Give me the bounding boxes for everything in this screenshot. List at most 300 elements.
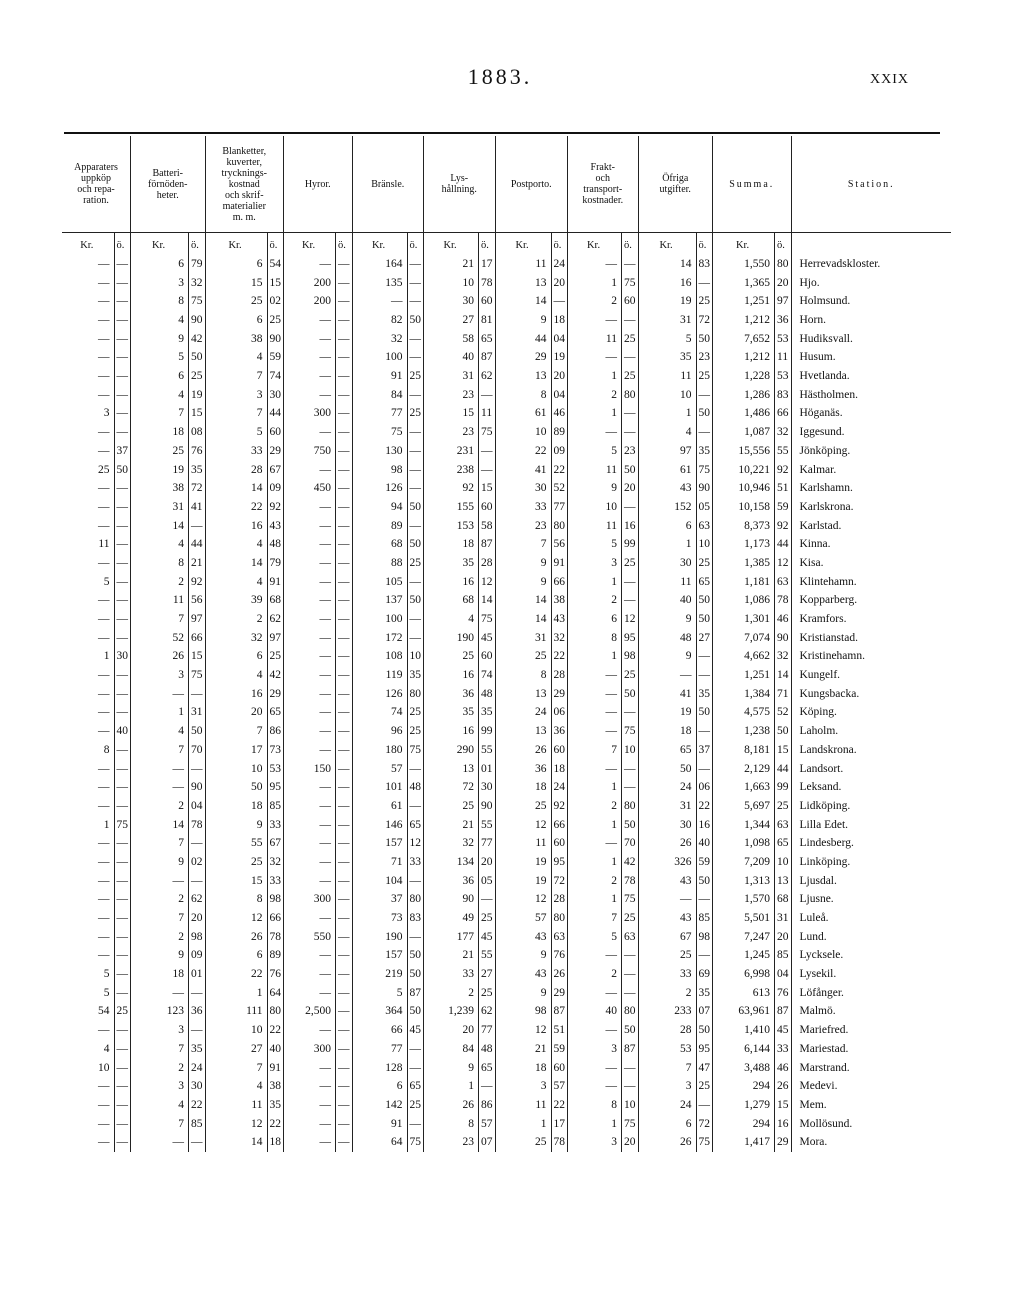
frakt-ore-cell: 60 xyxy=(622,292,639,311)
blanketter-ore-cell: 80 xyxy=(267,1003,284,1022)
summa-ore-cell: 46 xyxy=(775,610,792,629)
bransle-ore-cell: 33 xyxy=(407,853,424,872)
apparater-kr-cell: 1 xyxy=(103,650,110,663)
lyshallning-kr-cell: 13 xyxy=(462,762,474,775)
blanketter-kr-cell: 3 xyxy=(256,388,263,401)
postporto-ore-cell: 80 xyxy=(551,517,568,536)
summa-kr-cell: 15,556 xyxy=(738,444,770,457)
batteri-kr-cell: 5 xyxy=(178,351,184,364)
frakt-ore-cell: 75 xyxy=(622,274,639,293)
blanketter-ore-cell: 92 xyxy=(267,498,284,517)
hyror-kr-cell: — xyxy=(319,986,331,999)
bransle-ore-cell: 65 xyxy=(407,816,424,835)
ofriga-ore-cell: 50 xyxy=(696,1021,713,1040)
ofriga-kr-cell: 19 xyxy=(680,706,692,719)
blanketter-ore-cell: 95 xyxy=(267,778,284,797)
table-row xyxy=(62,535,951,554)
bransle-ore-cell: 75 xyxy=(407,741,424,760)
batteri-kr-cell: — xyxy=(172,1136,184,1149)
blanketter-kr-cell: 33 xyxy=(251,444,263,457)
summa-kr-cell: 1,286 xyxy=(744,388,770,401)
ofriga-ore-cell: 25 xyxy=(696,1077,713,1096)
postporto-kr-cell: 13 xyxy=(535,687,547,700)
unit-kr: Kr. xyxy=(301,240,316,251)
frakt-kr-cell: 5 xyxy=(611,538,617,551)
hyror-kr-cell: — xyxy=(319,1061,331,1074)
apparater-ore-cell: — xyxy=(114,1133,131,1152)
ofriga-ore-cell: 23 xyxy=(696,348,713,367)
blanketter-kr-cell: 18 xyxy=(251,799,263,812)
bransle-ore-cell: — xyxy=(407,797,424,816)
apparater-ore-cell: — xyxy=(114,498,131,517)
apparater-kr-cell: — xyxy=(98,855,110,868)
ofriga-kr-cell: 326 xyxy=(674,855,692,868)
ofriga-ore-cell: 98 xyxy=(696,928,713,947)
bransle-kr-cell: 77 xyxy=(391,1042,403,1055)
frakt-ore-cell: — xyxy=(622,984,639,1003)
lyshallning-ore-cell: 25 xyxy=(479,909,496,928)
summa-ore-cell: 80 xyxy=(775,255,792,274)
lyshallning-ore-cell: — xyxy=(479,461,496,480)
blanketter-kr-cell: 4 xyxy=(256,538,263,551)
hyror-ore-cell: — xyxy=(336,1133,353,1152)
bransle-ore-cell: 25 xyxy=(407,367,424,386)
lyshallning-ore-cell: 05 xyxy=(479,872,496,891)
apparater-kr-cell: — xyxy=(98,500,110,513)
lyshallning-ore-cell: 58 xyxy=(479,517,496,536)
bransle-ore-cell: — xyxy=(407,442,424,461)
ofriga-kr-cell: 61 xyxy=(680,463,692,476)
lyshallning-ore-cell: 14 xyxy=(479,591,496,610)
frakt-kr-cell: 11 xyxy=(605,519,617,532)
lyshallning-ore-cell: 60 xyxy=(479,647,496,666)
summa-kr-cell: 1,228 xyxy=(744,370,770,383)
ofriga-kr-cell: 1 xyxy=(685,538,692,551)
frakt-ore-cell: 98 xyxy=(622,647,639,666)
apparater-ore-cell: — xyxy=(114,965,131,984)
batteri-ore-cell: 15 xyxy=(189,405,206,424)
summa-kr-cell: 1,279 xyxy=(744,1098,770,1111)
postporto-ore-cell: 60 xyxy=(551,1059,568,1078)
hyror-ore-cell: — xyxy=(336,890,353,909)
station-name: Kristinehamn. xyxy=(799,650,865,663)
unit-ore: ö. xyxy=(622,233,639,256)
lyshallning-ore-cell: — xyxy=(479,1077,496,1096)
hyror-ore-cell: — xyxy=(336,517,353,536)
ofriga-kr-cell: 18 xyxy=(680,725,692,738)
station-name: Löfånger. xyxy=(799,986,844,999)
bransle-ore-cell: — xyxy=(407,292,424,311)
ofriga-kr-cell: 6 xyxy=(685,519,692,532)
bransle-ore-cell: — xyxy=(407,461,424,480)
summa-kr-cell: 1,384 xyxy=(744,687,770,700)
batteri-ore-cell: 76 xyxy=(189,442,206,461)
station-name: Mariestad. xyxy=(799,1042,849,1055)
hyror-ore-cell: — xyxy=(336,274,353,293)
lyshallning-kr-cell: 31 xyxy=(462,370,474,383)
station-name: Kopparberg. xyxy=(799,594,858,607)
batteri-ore-cell: 04 xyxy=(189,797,206,816)
blanketter-kr-cell: 22 xyxy=(251,968,263,981)
postporto-ore-cell: 63 xyxy=(551,928,568,947)
unit-ore: ö. xyxy=(336,233,353,256)
batteri-ore-cell: 50 xyxy=(189,348,206,367)
postporto-kr-cell: 33 xyxy=(535,500,547,513)
hyror-kr-cell: — xyxy=(319,1098,331,1111)
blanketter-ore-cell: 25 xyxy=(267,311,284,330)
apparater-ore-cell: — xyxy=(114,330,131,349)
ofriga-kr-cell: 24 xyxy=(680,781,692,794)
hyror-kr-cell: — xyxy=(319,538,331,551)
bransle-kr-cell: 96 xyxy=(391,725,403,738)
postporto-ore-cell: 52 xyxy=(551,479,568,498)
hyror-kr-cell: — xyxy=(319,257,331,270)
blanketter-ore-cell: 09 xyxy=(267,479,284,498)
ofriga-ore-cell: — xyxy=(696,890,713,909)
blanketter-ore-cell: 66 xyxy=(267,909,284,928)
summa-ore-cell: 63 xyxy=(775,816,792,835)
bransle-ore-cell: 48 xyxy=(407,778,424,797)
frakt-kr-cell: 1 xyxy=(611,893,617,906)
table-row xyxy=(62,853,951,872)
summa-kr-cell: 7,652 xyxy=(744,332,770,345)
hyror-kr-cell: — xyxy=(319,781,331,794)
unit-kr: Kr. xyxy=(659,240,673,251)
summa-kr-cell: 8,181 xyxy=(744,743,770,756)
batteri-ore-cell: — xyxy=(189,685,206,704)
apparater-kr-cell: — xyxy=(98,725,110,738)
batteri-ore-cell: — xyxy=(189,1021,206,1040)
hyror-ore-cell: — xyxy=(336,461,353,480)
hyror-kr-cell: — xyxy=(319,818,331,831)
table-row xyxy=(62,1133,951,1152)
table-row xyxy=(62,704,951,723)
bransle-kr-cell: 128 xyxy=(385,1061,403,1074)
frakt-ore-cell: 20 xyxy=(622,479,639,498)
frakt-kr-cell: — xyxy=(605,706,617,719)
frakt-kr-cell: — xyxy=(605,351,617,364)
batteri-ore-cell: 01 xyxy=(189,965,206,984)
apparater-kr-cell: — xyxy=(98,388,110,401)
frakt-kr-cell: — xyxy=(605,1024,617,1037)
station-name: Kungsbacka. xyxy=(799,687,860,700)
batteri-kr-cell: 7 xyxy=(178,912,184,924)
bransle-kr-cell: 137 xyxy=(385,594,403,607)
frakt-kr-cell: 1 xyxy=(611,575,617,588)
station-name: Lindesberg. xyxy=(799,837,854,850)
apparater-kr-cell: — xyxy=(98,837,110,850)
table-row xyxy=(62,517,951,536)
frakt-ore-cell: — xyxy=(622,348,639,367)
station-name: Ljusne. xyxy=(799,893,834,906)
bransle-kr-cell: 32 xyxy=(391,332,403,345)
postporto-ore-cell: 60 xyxy=(551,834,568,853)
blanketter-kr-cell: 38 xyxy=(251,332,263,345)
hyror-kr-cell: — xyxy=(319,706,331,719)
lyshallning-kr-cell: 16 xyxy=(462,575,474,588)
table-row xyxy=(62,573,951,592)
ofriga-kr-cell: 30 xyxy=(680,556,692,569)
apparater-ore-cell: — xyxy=(114,629,131,648)
station-name: Karlstad. xyxy=(799,519,842,532)
summa-ore-cell: 20 xyxy=(775,928,792,947)
bransle-ore-cell: — xyxy=(407,610,424,629)
station-name: Hudiksvall. xyxy=(799,332,853,345)
bransle-ore-cell: — xyxy=(407,348,424,367)
bransle-kr-cell: 172 xyxy=(385,631,403,644)
header-postporto xyxy=(495,136,568,233)
apparater-kr-cell: — xyxy=(98,351,110,364)
hyror-kr-cell: — xyxy=(319,613,331,625)
unit-ore: ö. xyxy=(189,233,206,256)
summa-kr-cell: 294 xyxy=(752,1117,770,1130)
postporto-ore-cell: 38 xyxy=(551,591,568,610)
hyror-kr-cell: — xyxy=(319,314,331,326)
lyshallning-ore-cell: 12 xyxy=(479,573,496,592)
header-line: Station. xyxy=(847,178,895,190)
batteri-ore-cell: — xyxy=(189,1133,206,1152)
station-name: Marstrand. xyxy=(799,1061,850,1074)
postporto-kr-cell: 13 xyxy=(535,725,547,738)
ofriga-ore-cell: 75 xyxy=(696,1133,713,1152)
station-name: Husum. xyxy=(799,351,836,364)
summa-ore-cell: 12 xyxy=(775,554,792,573)
table-row xyxy=(62,591,951,610)
frakt-ore-cell: 50 xyxy=(622,685,639,704)
batteri-kr-cell: 7 xyxy=(178,1117,184,1130)
batteri-kr-cell: 4 xyxy=(178,725,184,738)
ofriga-ore-cell: 10 xyxy=(696,535,713,554)
blanketter-ore-cell: 64 xyxy=(267,984,284,1003)
summa-kr-cell: 1,245 xyxy=(744,949,770,962)
table-row xyxy=(62,311,951,330)
unit-kr: Kr. xyxy=(151,240,166,251)
station-name: Kramfors. xyxy=(799,613,847,625)
bransle-kr-cell: 84 xyxy=(391,388,403,401)
summa-ore-cell: 32 xyxy=(775,423,792,442)
postporto-kr-cell: 12 xyxy=(535,893,547,906)
frakt-ore-cell: — xyxy=(622,704,639,723)
lyshallning-kr-cell: 1,239 xyxy=(448,1005,474,1018)
hyror-kr-cell: — xyxy=(319,594,331,607)
summa-ore-cell: 92 xyxy=(775,461,792,480)
summa-ore-cell: 20 xyxy=(775,274,792,293)
blanketter-ore-cell: 40 xyxy=(267,1040,284,1059)
postporto-kr-cell: 12 xyxy=(535,1024,547,1037)
lyshallning-ore-cell: 77 xyxy=(479,1021,496,1040)
ofriga-ore-cell: 35 xyxy=(696,442,713,461)
apparater-ore-cell: 75 xyxy=(114,816,131,835)
header-line: och xyxy=(595,173,610,184)
lyshallning-ore-cell: 99 xyxy=(479,722,496,741)
blanketter-kr-cell: 6 xyxy=(256,949,263,962)
lyshallning-kr-cell: 1 xyxy=(468,1080,474,1093)
bransle-ore-cell: 50 xyxy=(407,946,424,965)
summa-ore-cell: 14 xyxy=(775,666,792,685)
station-name: Landskrona. xyxy=(799,743,857,756)
batteri-ore-cell: 98 xyxy=(189,928,206,947)
hyror-ore-cell: — xyxy=(336,984,353,1003)
hyror-ore-cell: — xyxy=(336,722,353,741)
summa-kr-cell: 1,238 xyxy=(744,725,770,738)
summa-kr-cell: 8,373 xyxy=(744,519,770,532)
bransle-ore-cell: — xyxy=(407,274,424,293)
ofriga-ore-cell: 83 xyxy=(696,255,713,274)
lyshallning-kr-cell: 16 xyxy=(462,725,474,738)
bransle-kr-cell: 71 xyxy=(391,855,403,868)
ofriga-ore-cell: 95 xyxy=(696,1040,713,1059)
summa-kr-cell: 1,410 xyxy=(744,1024,770,1037)
lyshallning-ore-cell: 90 xyxy=(479,797,496,816)
batteri-kr-cell: — xyxy=(172,781,184,794)
apparater-ore-cell: — xyxy=(114,423,131,442)
lyshallning-kr-cell: 155 xyxy=(456,500,474,513)
bransle-kr-cell: 88 xyxy=(391,556,403,569)
frakt-ore-cell: 63 xyxy=(622,928,639,947)
apparater-ore-cell: — xyxy=(114,909,131,928)
header-line: och repa- xyxy=(77,184,115,195)
blanketter-kr-cell: 12 xyxy=(251,1117,263,1130)
bransle-kr-cell: 157 xyxy=(385,949,403,962)
frakt-kr-cell: — xyxy=(605,687,617,700)
frakt-ore-cell: — xyxy=(622,965,639,984)
batteri-ore-cell: — xyxy=(189,984,206,1003)
lyshallning-kr-cell: 21 xyxy=(462,949,474,962)
postporto-ore-cell: 06 xyxy=(551,704,568,723)
header-line: utgifter. xyxy=(659,184,691,195)
table-row xyxy=(62,479,951,498)
ofriga-ore-cell: 35 xyxy=(696,984,713,1003)
summa-kr-cell: 1,365 xyxy=(744,276,770,289)
apparater-kr-cell: — xyxy=(98,314,110,326)
postporto-kr-cell: 24 xyxy=(535,706,547,719)
ofriga-kr-cell: 40 xyxy=(680,594,692,607)
batteri-ore-cell: 50 xyxy=(189,722,206,741)
apparater-kr-cell: 10 xyxy=(98,1061,110,1074)
lyshallning-kr-cell: 290 xyxy=(456,743,474,756)
postporto-ore-cell: 66 xyxy=(551,816,568,835)
hyror-kr-cell: — xyxy=(319,370,331,383)
batteri-kr-cell: 38 xyxy=(172,482,184,495)
apparater-ore-cell: — xyxy=(114,386,131,405)
postporto-kr-cell: 14 xyxy=(535,594,547,607)
table-row xyxy=(62,1059,951,1078)
batteri-ore-cell: — xyxy=(189,872,206,891)
frakt-ore-cell: — xyxy=(622,423,639,442)
batteri-kr-cell: 1 xyxy=(178,706,184,719)
batteri-ore-cell: — xyxy=(189,834,206,853)
batteri-ore-cell: 62 xyxy=(189,890,206,909)
header-blanketter xyxy=(205,136,284,233)
ofriga-kr-cell: 3 xyxy=(685,1080,692,1093)
batteri-kr-cell: 9 xyxy=(178,949,184,962)
header-line: Hyror. xyxy=(304,178,331,190)
table-row xyxy=(62,554,951,573)
apparater-ore-cell: — xyxy=(114,479,131,498)
station-name: Lilla Edet. xyxy=(799,818,849,831)
lyshallning-ore-cell: 75 xyxy=(479,610,496,629)
hyror-kr-cell: — xyxy=(319,426,331,439)
apparater-kr-cell: 5 xyxy=(103,575,110,588)
station-name: Lycksele. xyxy=(799,949,844,962)
lyshallning-ore-cell: 55 xyxy=(479,816,496,835)
postporto-ore-cell: 95 xyxy=(551,853,568,872)
lyshallning-kr-cell: 15 xyxy=(462,407,474,420)
hyror-ore-cell: — xyxy=(336,1077,353,1096)
table-row xyxy=(62,741,951,760)
ofriga-ore-cell: 90 xyxy=(696,479,713,498)
bransle-ore-cell: 80 xyxy=(407,685,424,704)
apparater-ore-cell: — xyxy=(114,311,131,330)
batteri-ore-cell: 09 xyxy=(189,946,206,965)
batteri-kr-cell: 3 xyxy=(178,1080,184,1093)
ofriga-kr-cell: 43 xyxy=(680,482,692,495)
apparater-kr-cell: — xyxy=(98,332,110,345)
bransle-ore-cell: — xyxy=(407,872,424,891)
postporto-ore-cell: 09 xyxy=(551,442,568,461)
lyshallning-kr-cell: 72 xyxy=(462,781,474,794)
apparater-ore-cell: — xyxy=(114,591,131,610)
summa-ore-cell: 29 xyxy=(775,1133,792,1152)
table-row xyxy=(62,274,951,293)
ofriga-ore-cell: 72 xyxy=(696,311,713,330)
unit-kr: Kr. xyxy=(228,240,242,251)
frakt-ore-cell: 25 xyxy=(622,666,639,685)
ofriga-kr-cell: 4 xyxy=(685,426,692,439)
frakt-ore-cell: 75 xyxy=(622,890,639,909)
lyshallning-kr-cell: 27 xyxy=(462,314,474,326)
apparater-ore-cell: — xyxy=(114,685,131,704)
hyror-kr-cell: 450 xyxy=(313,482,331,495)
bransle-kr-cell: 73 xyxy=(391,912,403,924)
station-name: Hjo. xyxy=(799,276,820,289)
frakt-kr-cell: — xyxy=(605,314,617,326)
apparater-kr-cell: — xyxy=(98,276,110,289)
bransle-kr-cell: 135 xyxy=(385,276,403,289)
summa-ore-cell: 44 xyxy=(775,535,792,554)
blanketter-kr-cell: 4 xyxy=(256,1080,263,1093)
postporto-ore-cell: 20 xyxy=(551,367,568,386)
batteri-kr-cell: 2 xyxy=(178,1061,184,1074)
blanketter-ore-cell: 89 xyxy=(267,946,284,965)
lyshallning-ore-cell: 35 xyxy=(479,704,496,723)
summa-kr-cell: 1,098 xyxy=(744,837,770,850)
summa-kr-cell: 1,086 xyxy=(744,594,770,607)
postporto-kr-cell: 9 xyxy=(540,556,547,569)
hyror-ore-cell: — xyxy=(336,442,353,461)
lyshallning-ore-cell: 65 xyxy=(479,1059,496,1078)
ofriga-ore-cell: 72 xyxy=(696,1115,713,1134)
postporto-kr-cell: 30 xyxy=(535,482,547,495)
frakt-ore-cell: 25 xyxy=(622,909,639,928)
apparater-ore-cell: — xyxy=(114,834,131,853)
hyror-ore-cell: — xyxy=(336,554,353,573)
blanketter-ore-cell: 44 xyxy=(267,405,284,424)
blanketter-ore-cell: 29 xyxy=(267,685,284,704)
ofriga-ore-cell: 25 xyxy=(696,367,713,386)
bransle-ore-cell: 83 xyxy=(407,909,424,928)
bransle-kr-cell: 219 xyxy=(385,968,403,981)
postporto-ore-cell: 89 xyxy=(551,423,568,442)
lyshallning-kr-cell: 25 xyxy=(462,650,474,663)
postporto-kr-cell: 1 xyxy=(540,1117,547,1130)
batteri-kr-cell: 2 xyxy=(178,893,184,906)
hyror-kr-cell: 550 xyxy=(313,930,331,943)
frakt-ore-cell: — xyxy=(622,498,639,517)
table-row xyxy=(62,797,951,816)
lyshallning-kr-cell: 49 xyxy=(462,912,474,924)
table-row xyxy=(62,647,951,666)
